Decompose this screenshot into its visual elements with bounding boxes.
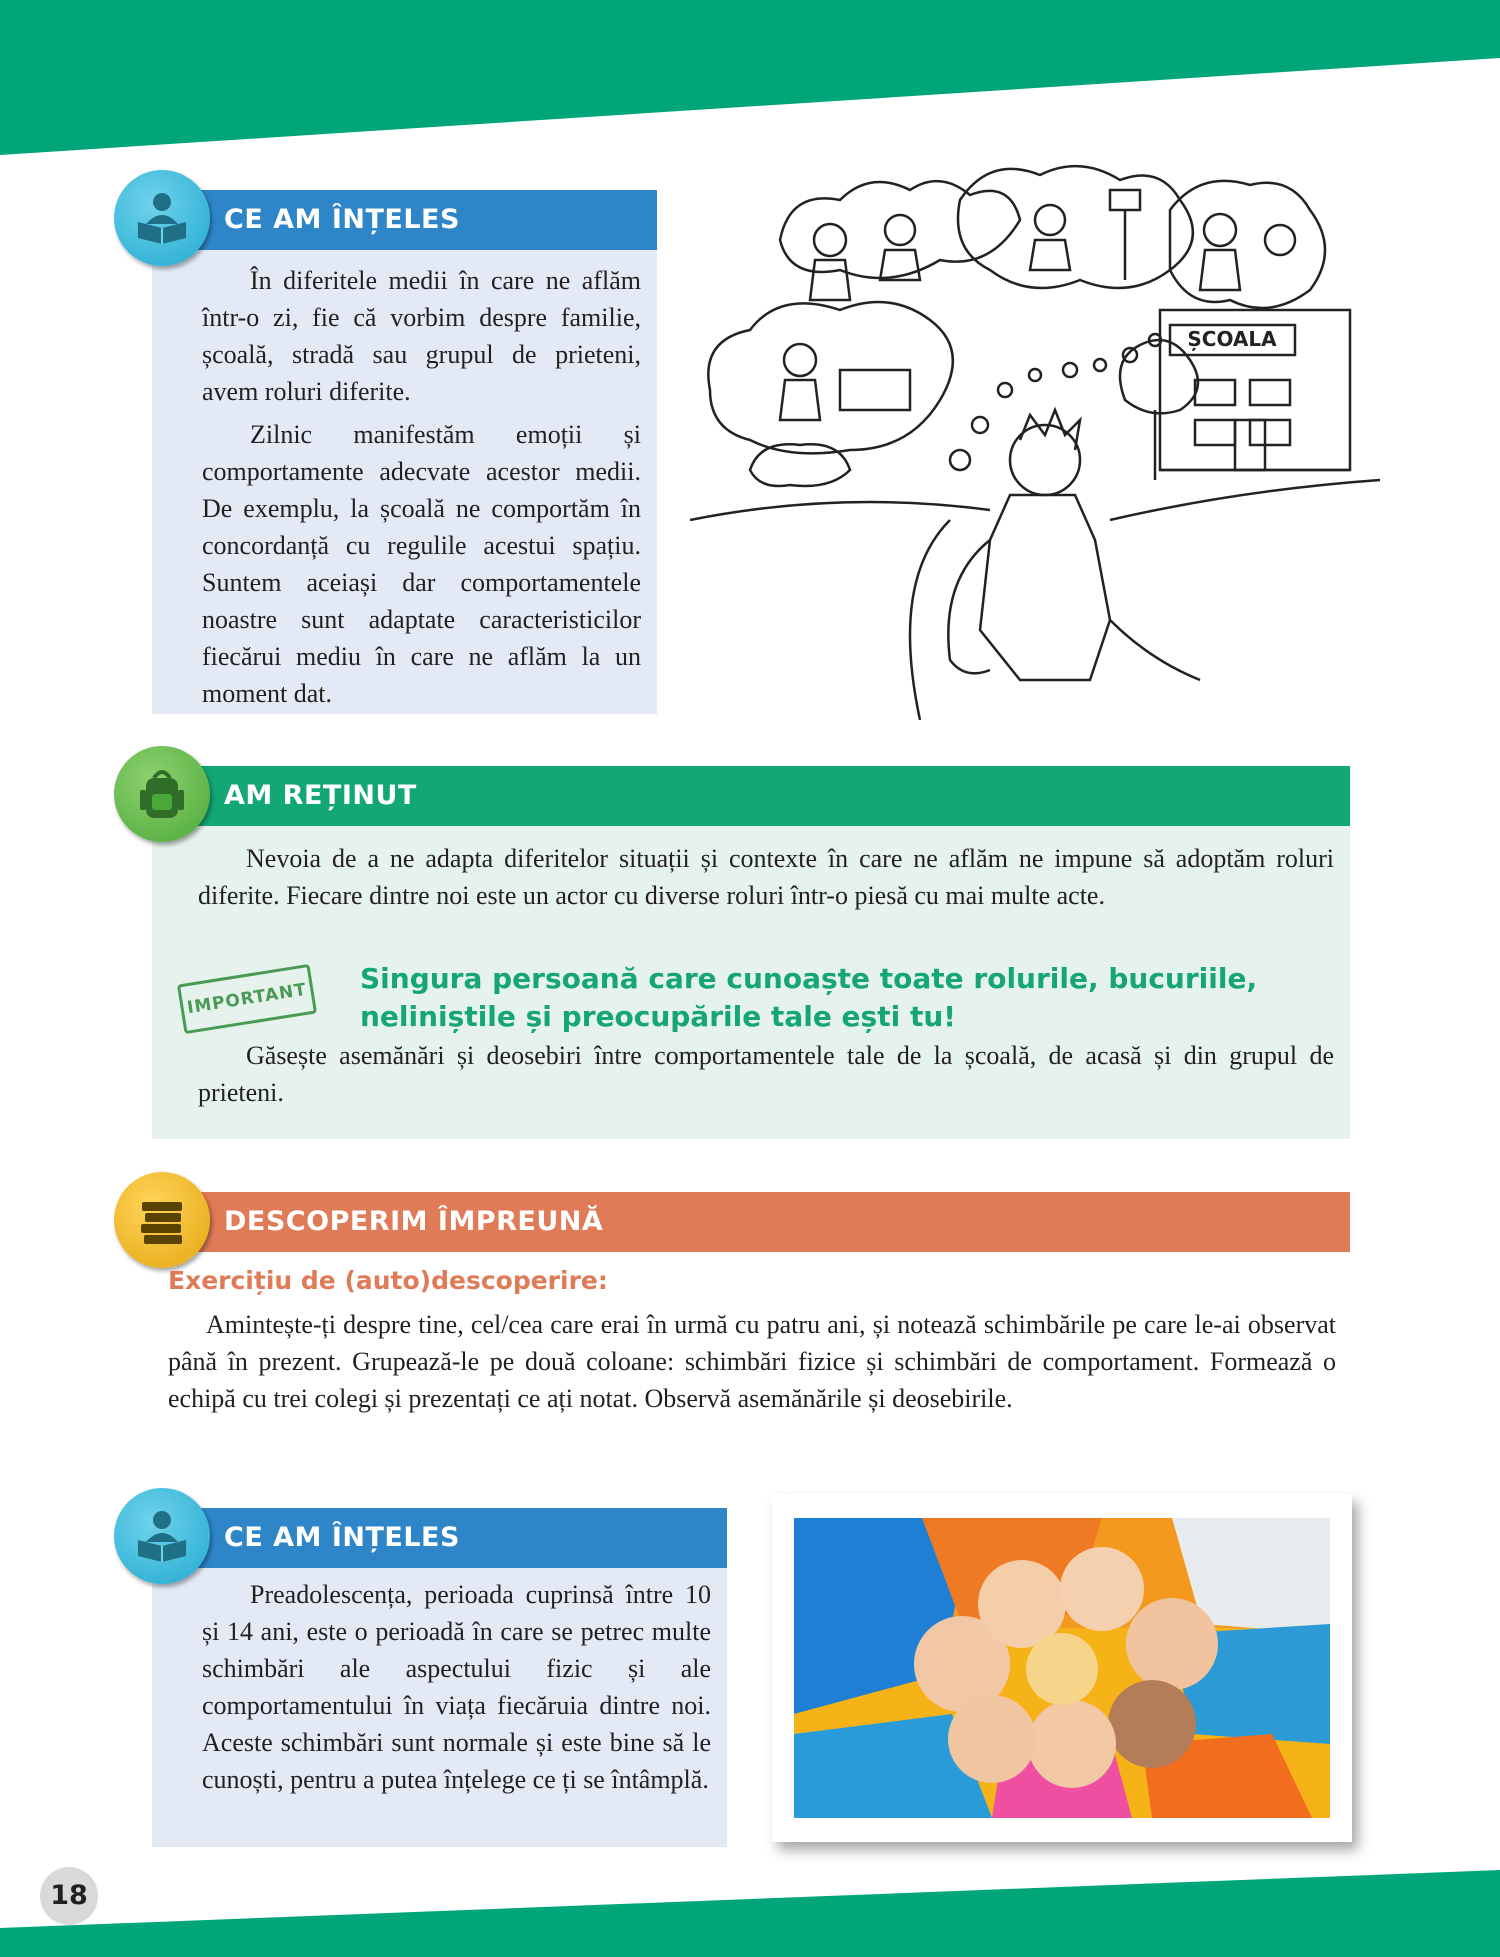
section1-paragraph-1: În diferitele medii în care ne aflăm într-o zi, fie că vorbim despre familie, școală, stradă sau grupul de prieteni, avem roluri diferite. bbox=[202, 266, 641, 406]
exercise-paragraph: Amintește-ți despre tine, cel/cea care erai în urmă cu patru ani, și notează schimbările pe care le-ai observat până în prezent. Grupează-le pe două coloane: schimbări fizice și schimbări de comportament. Formează o echipă cu trei colegi și prezentați ce ați notat. Observă asemănările și deosebirile. bbox=[168, 1310, 1336, 1413]
section3-header bbox=[152, 1192, 1350, 1252]
section1-header bbox=[152, 190, 657, 250]
section2-title: AM REȚINUT bbox=[224, 780, 417, 811]
school-thoughts-illustration bbox=[690, 160, 1380, 720]
exercise-title: Exercițiu de (auto)descoperire: bbox=[168, 1266, 608, 1295]
section4-title: CE AM ÎNȚELES bbox=[224, 1522, 460, 1553]
top-green-band bbox=[0, 0, 1500, 160]
important-message bbox=[360, 960, 1260, 1036]
section4-text-box bbox=[152, 1560, 727, 1847]
important-line-2: neliniștile și preocupările tale ești tu! bbox=[360, 1000, 957, 1033]
important-stamp: IMPORTANT bbox=[177, 964, 317, 1034]
section4-header bbox=[152, 1508, 727, 1568]
section1-title: CE AM ÎNȚELES bbox=[224, 204, 460, 235]
school-sign: ȘCOALA bbox=[1187, 327, 1277, 351]
section4-paragraph: Preadolescența, perioada cuprinsă între 10 și 14 ani, este o perioadă în care se petrec multe schimbări ale aspectului fizic și ale comportamentului în viața fiecăruia dintre noi. Aceste schimbări sunt normale și este bine să le cunoști, pentru a putea înțelege ce ți se întâmplă. bbox=[202, 1580, 711, 1794]
section2-paragraph-2: Găsește asemănări și deosebiri între comportamentele tale de la școală, de acasă și din grupul de prieteni. bbox=[198, 1041, 1334, 1107]
section1-paragraph-2: Zilnic manifestăm emoții și comportamente adecvate acestor medii. De exemplu, la școală ne comportăm în concordanță cu regulile acestui spațiu. Suntem aceiași dar comportamentele noastre sunt adaptate caracteristicilor fiecărui mediu în care ne aflăm la un moment dat. bbox=[202, 420, 641, 708]
children-photo bbox=[772, 1494, 1352, 1842]
reader-book-icon bbox=[114, 170, 210, 266]
section2-paragraph-1: Nevoia de a ne adapta diferitelor situații și contexte în care ne aflăm ne impune să adoptăm roluri diferite. Fiecare dintre noi este un actor cu diverse roluri într-o piesă cu mai multe acte. bbox=[198, 844, 1334, 910]
section1-text-box bbox=[152, 226, 657, 714]
section2-header bbox=[152, 766, 1350, 826]
reader-book-icon bbox=[114, 1488, 210, 1584]
exercise-text bbox=[168, 1306, 1336, 1417]
page-number: 18 bbox=[40, 1867, 98, 1925]
books-stack-icon bbox=[114, 1172, 210, 1268]
section3-title: DESCOPERIM ÎMPREUNĂ bbox=[224, 1206, 604, 1237]
bottom-green-band bbox=[0, 1870, 1500, 1957]
backpack-icon bbox=[114, 746, 210, 842]
important-line-1: Singura persoană care cunoaște toate rolurile, bucuriile, bbox=[360, 962, 1258, 995]
